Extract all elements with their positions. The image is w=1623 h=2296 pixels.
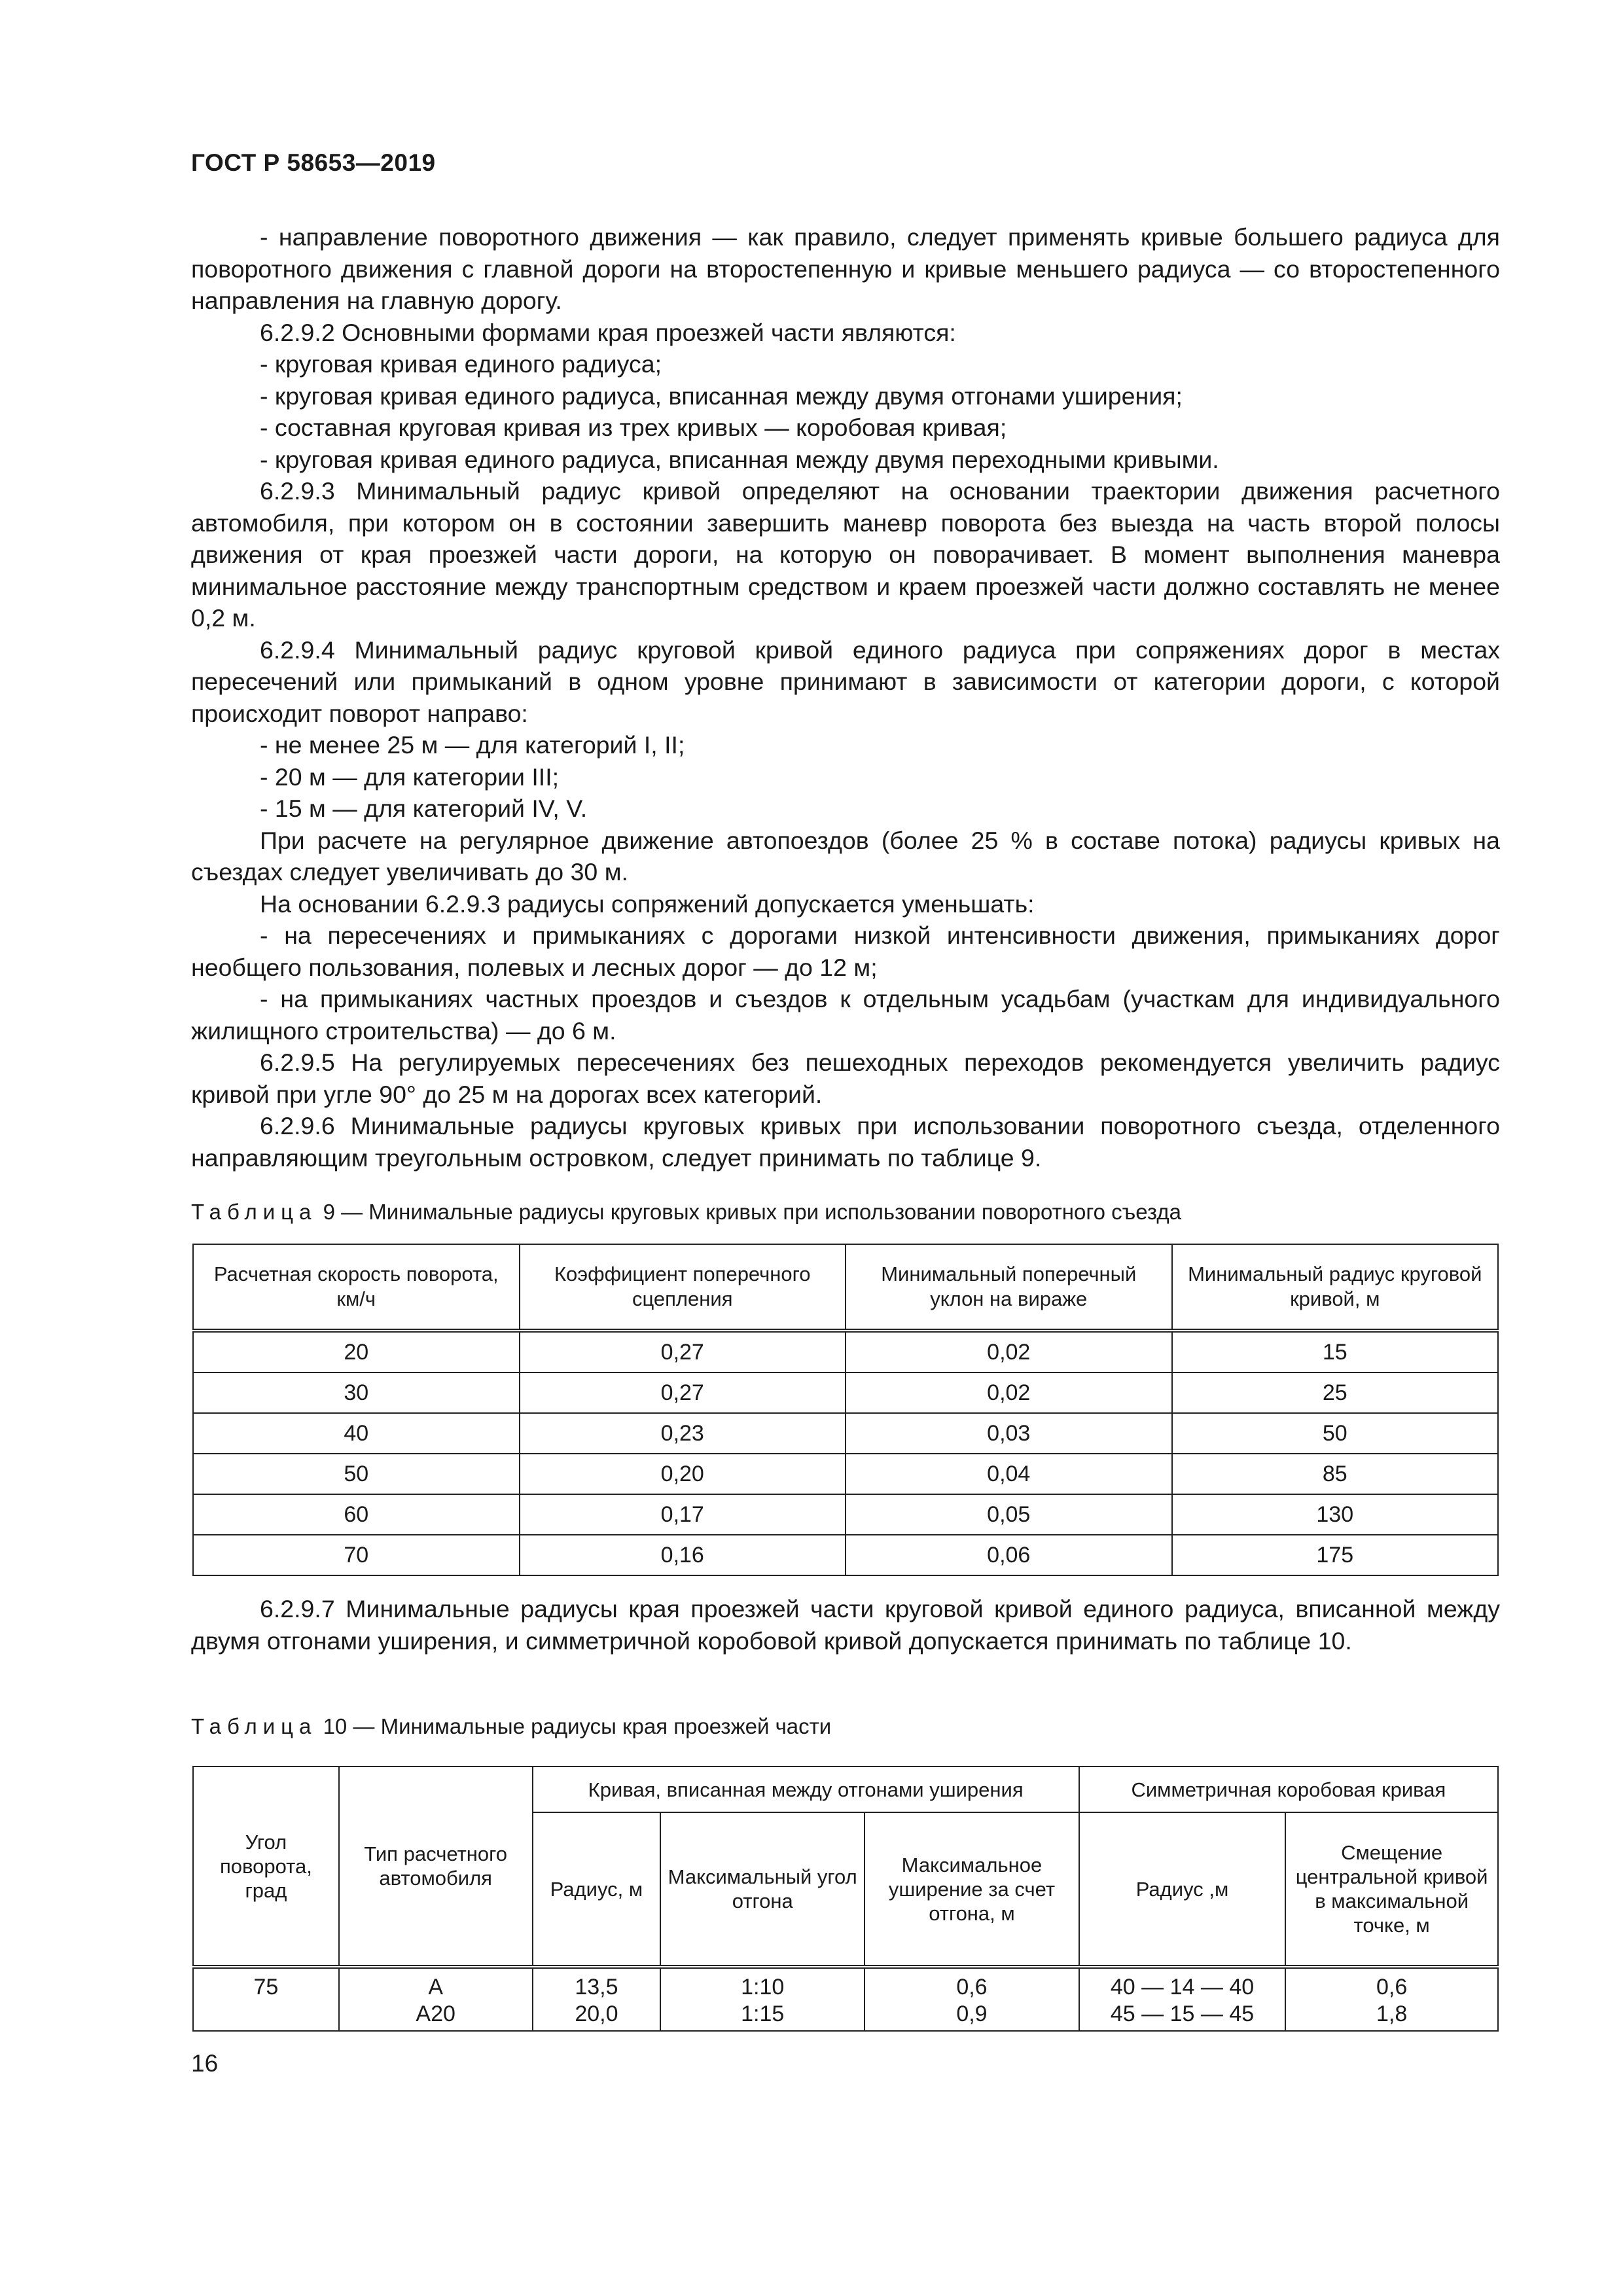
paragraph: - 15 м — для категорий IV, V. <box>260 795 588 822</box>
table10-header-radius: Радиус, м <box>533 1812 661 1967</box>
table10-header-radius-box: Радиус ,м <box>1079 1812 1285 1967</box>
paragraph: - на примыканиях частных проездов и съездов к отдельным усадьбам (участкам для индивидуального жилищного строительства) — до 6 м. <box>191 985 1500 1045</box>
table-row <box>193 1413 1498 1454</box>
table-cell: 85 <box>1172 1454 1499 1494</box>
paragraph: - составная круговая кривая из трех кривых — коробовая кривая; <box>260 414 1007 441</box>
table-cell: 25 <box>1172 1372 1499 1413</box>
paragraph: - 20 м — для категории III; <box>260 762 560 791</box>
paragraph-text: 6.2.9.7 Минимальные радиусы края проезжей части круговой кривой единого радиуса, вписанной между двумя отгонами уширения, и симметричной коробовой кривой допускается принимать по таблице 10. <box>191 1595 1500 1655</box>
table10-cell-max-angle: 1:10 1:15 <box>660 1967 865 2031</box>
table10-header-vehicle-type: Тип расчетного автомобиля <box>339 1767 533 1967</box>
table-cell: 0,03 <box>846 1413 1172 1454</box>
table10-caption-word: Таблица <box>191 1714 317 1738</box>
table10-cell-offset: 0,6 1,8 <box>1285 1967 1498 2031</box>
table10-cell-angle: 75 <box>193 1967 339 2031</box>
table-row <box>193 1454 1498 1494</box>
body-text <box>191 221 1500 1174</box>
table10-header-group-curve: Кривая, вписанная между отгонами уширения <box>533 1767 1079 1812</box>
table-cell: 70 <box>193 1535 520 1575</box>
table10-cell-box-radius: 40 — 14 — 40 45 — 15 — 45 <box>1079 1967 1285 2031</box>
paragraph: На основании 6.2.9.3 радиусы сопряжений допускается уменьшать: <box>260 889 1035 918</box>
table-cell: 0,02 <box>846 1372 1172 1413</box>
table-cell: 0,27 <box>520 1331 846 1372</box>
paragraph: - не менее 25 м — для категорий I, II; <box>260 731 685 759</box>
table10-caption-text: 10 — Минимальные радиусы края проезжей части <box>323 1714 832 1738</box>
table9-header-row <box>193 1244 1498 1331</box>
table10-header-offset: Смещение центральной кривой в максимальной точке, м <box>1285 1812 1498 1967</box>
table-9 <box>192 1244 1499 1576</box>
table-cell: 0,04 <box>846 1454 1172 1494</box>
table9-header-coefficient: Коэффициент поперечного сцепления <box>520 1244 846 1331</box>
table9-header-speed: Расчетная скорость поворота, км/ч <box>193 1244 520 1331</box>
paragraph: 6.2.9.4 Минимальный радиус круговой кривой единого радиуса при сопряжениях дорог в местах пересечений или примыканий в одном уровне принимают в зависимости от категории дороги, с которой происходит поворот направо: <box>191 636 1500 727</box>
table-cell: 0,17 <box>520 1494 846 1535</box>
table-row <box>193 1967 1498 2031</box>
table-row <box>193 1494 1498 1535</box>
table-cell: 20 <box>193 1331 520 1372</box>
page-number: 16 <box>191 2050 219 2077</box>
table-cell: 130 <box>1172 1494 1499 1535</box>
table-row <box>193 1535 1498 1575</box>
table-10 <box>192 1766 1499 2032</box>
table-cell: 0,06 <box>846 1535 1172 1575</box>
table-cell: 30 <box>193 1372 520 1413</box>
table-cell: 0,23 <box>520 1413 846 1454</box>
table10-header-max-angle: Максимальный угол отгона <box>660 1812 865 1967</box>
paragraph: 6.2.9.5 На регулируемых пересечениях без пешеходных переходов рекомендуется увеличить радиус кривой при угле 90° до 25 м на дорогах всех категорий. <box>191 1049 1500 1108</box>
table10-header-max-widening: Максимальное уширение за счет отгона, м <box>865 1812 1079 1967</box>
paragraph: - направление поворотного движения — как правило, следует применять кривые большего радиуса для поворотного движения с главной дороги на второстепенную и кривые меньшего радиуса — со второстепенного направления на главную дорогу. <box>191 223 1500 314</box>
table10-cell-radius: 13,5 20,0 <box>533 1967 661 2031</box>
table10-header-row-1 <box>193 1767 1498 1812</box>
table9-header-slope: Минимальный поперечный уклон на вираже <box>846 1244 1172 1331</box>
table-cell: 0,16 <box>520 1535 846 1575</box>
table-cell: 50 <box>193 1454 520 1494</box>
table-row <box>193 1372 1498 1413</box>
paragraph: 6.2.9.2 Основными формами края проезжей части являются: <box>260 318 956 346</box>
table-cell: 60 <box>193 1494 520 1535</box>
table9-caption-text: 9 — Минимальные радиусы круговых кривых при использовании поворотного съезда <box>323 1200 1181 1224</box>
paragraph: - круговая кривая единого радиуса, вписанная между двумя отгонами уширения; <box>260 382 1183 410</box>
table-cell: 0,05 <box>846 1494 1172 1535</box>
table10-header-angle: Угол поворота, град <box>193 1767 339 1967</box>
table9-caption <box>191 1199 1181 1225</box>
table-cell: 175 <box>1172 1535 1499 1575</box>
table10-caption <box>191 1713 831 1740</box>
table-cell: 0,27 <box>520 1372 846 1413</box>
paragraph: 6.2.9.3 Минимальный радиус кривой определяют на основании траектории движения расчетного автомобиля, при котором он в состоянии завершить маневр поворота без выезда на часть второй полосы движения от края проезжей части дороги, на которую он поворачивает. В момент выполнения маневра минимальное расстояние между транспортным средством и краем проезжей части должно составлять не менее 0,2 м. <box>191 477 1500 632</box>
table-cell: 0,02 <box>846 1331 1172 1372</box>
table-row <box>193 1331 1498 1372</box>
table9-caption-word: Таблица <box>191 1200 317 1224</box>
document-header: ГОСТ Р 58653—2019 <box>191 149 436 176</box>
paragraph-6-2-9-7 <box>191 1593 1500 1657</box>
table9-header-radius: Минимальный радиус круговой кривой, м <box>1172 1244 1499 1331</box>
table10-header-group-box-curve: Симметричная коробовая кривая <box>1079 1767 1498 1812</box>
paragraph: - круговая кривая единого радиуса, вписанная между двумя переходными кривыми. <box>260 445 1219 473</box>
paragraph: - на пересечениях и примыканиях с дорогами низкой интенсивности движения, примыканиях дорог необщего пользования, полевых и лесных дорог — до 12 м; <box>191 922 1500 981</box>
table10-cell-type: А А20 <box>339 1967 533 2031</box>
paragraph: 6.2.9.6 Минимальные радиусы круговых кривых при использовании поворотного съезда, отделенного направляющим треугольным островком, следует принимать по таблице 9. <box>191 1112 1500 1172</box>
paragraph: - круговая кривая единого радиуса; <box>260 350 662 378</box>
table-cell: 15 <box>1172 1331 1499 1372</box>
table10-cell-max-widening: 0,6 0,9 <box>865 1967 1079 2031</box>
paragraph: При расчете на регулярное движение автопоездов (более 25 % в составе потока) радиусы кривых на съездах следует увеличивать до 30 м. <box>191 826 1500 886</box>
table-cell: 40 <box>193 1413 520 1454</box>
table-cell: 0,20 <box>520 1454 846 1494</box>
table-cell: 50 <box>1172 1413 1499 1454</box>
